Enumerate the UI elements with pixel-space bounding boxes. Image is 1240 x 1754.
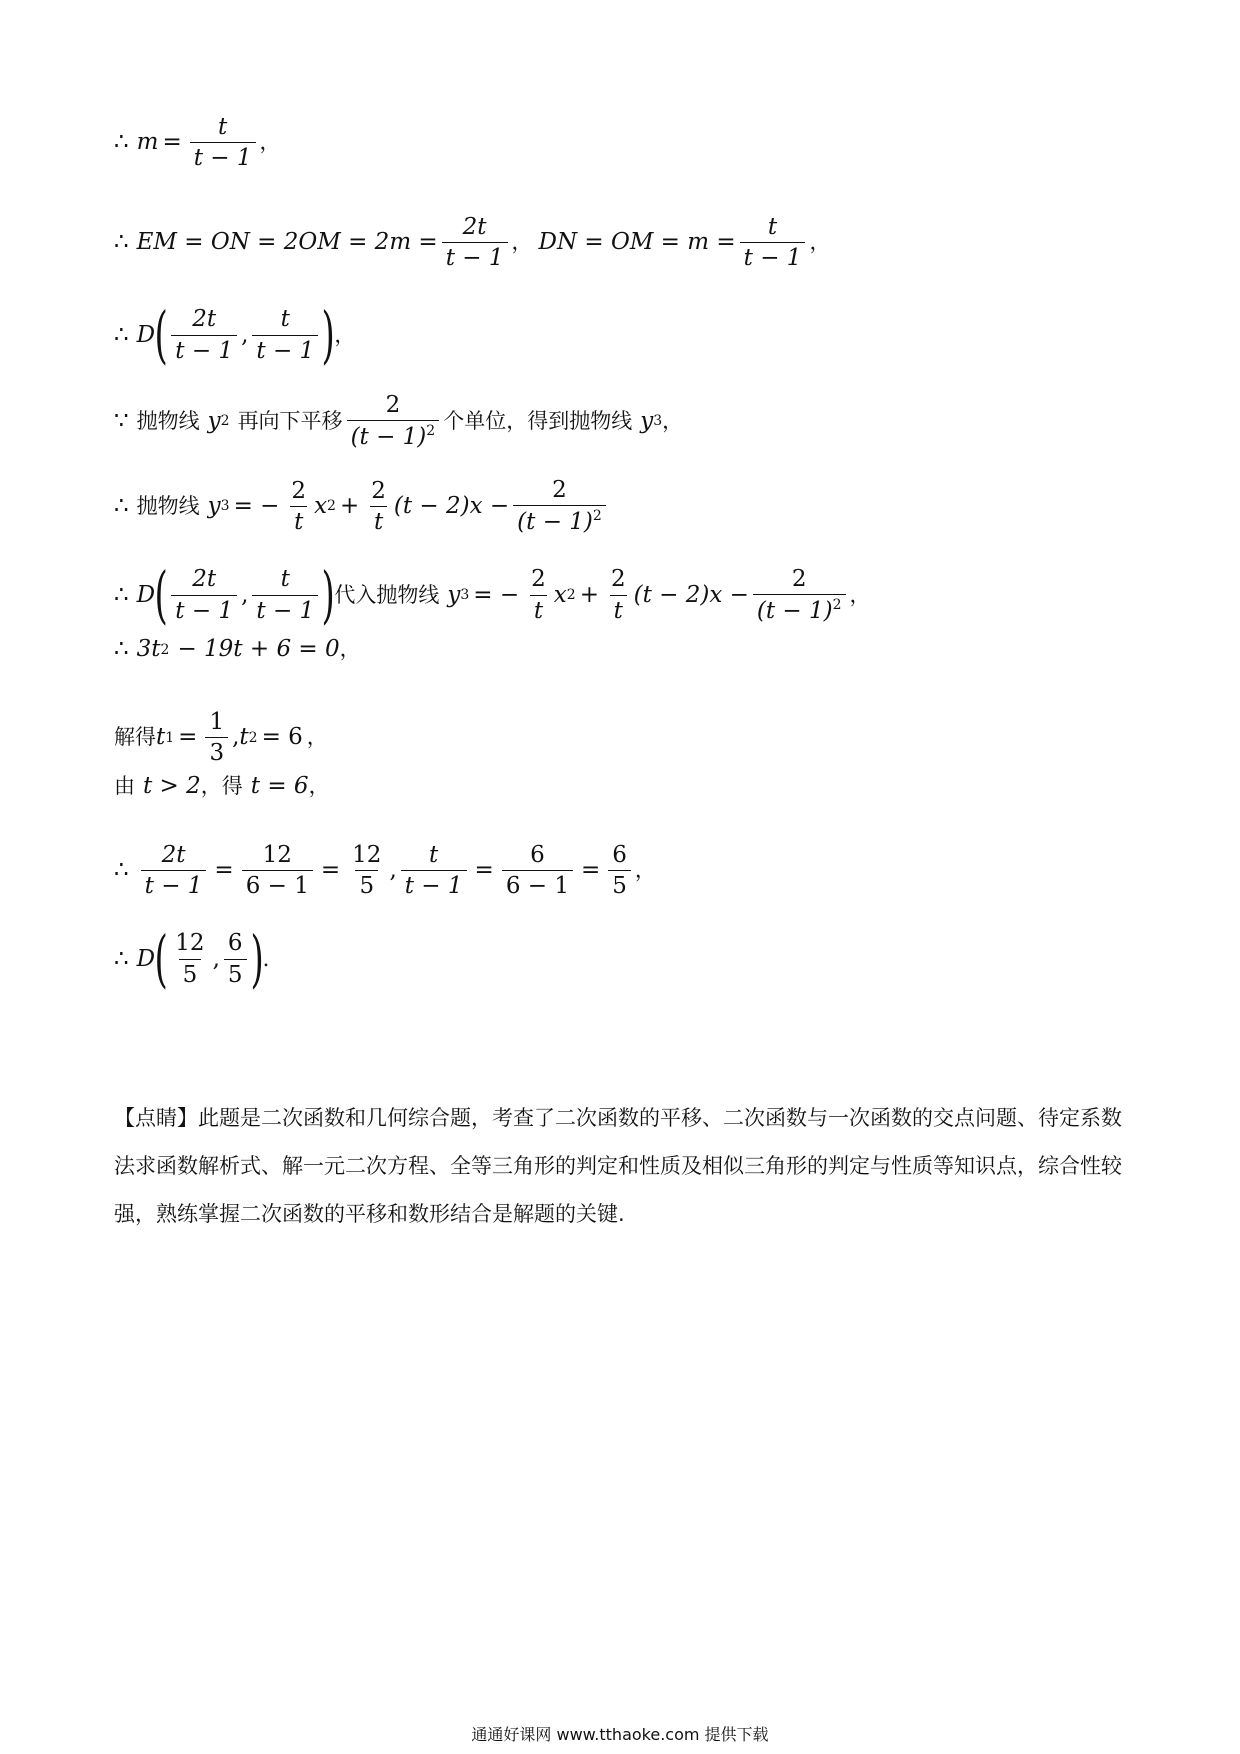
numerator: 2 bbox=[610, 566, 626, 593]
punctuation: ， bbox=[308, 774, 330, 798]
numerator: t bbox=[767, 214, 778, 240]
denominator: t − 1 bbox=[252, 595, 318, 623]
denominator: t − 1 bbox=[252, 335, 318, 363]
equals: = − bbox=[473, 581, 520, 608]
denominator-base: (t − 1) bbox=[756, 598, 833, 624]
superscript: 2 bbox=[592, 508, 602, 525]
numerator: 2 bbox=[371, 477, 386, 504]
subscript: 2 bbox=[248, 729, 258, 746]
text: 代入抛物线 bbox=[334, 582, 440, 607]
fraction bbox=[347, 393, 440, 449]
denominator bbox=[753, 594, 846, 623]
math-line-em bbox=[114, 215, 830, 270]
point-label: D bbox=[136, 945, 156, 972]
left-paren: ( bbox=[154, 298, 168, 371]
numerator: 12 bbox=[352, 842, 382, 868]
punctuation: ， bbox=[511, 230, 533, 255]
commentary-text: 此题是二次函数和几何综合题，考查了二次函数的平移、二次函数与一次函数的交点问题、待定系数法求函数解析式、解一元二次方程、全等三角形的判定和性质及相似三角形的判定与性质等知识点，综合性较强，熟练掌握二次函数的平移和数形结合是解题的关键. bbox=[114, 1106, 1122, 1226]
fraction bbox=[513, 478, 606, 534]
superscript: 2 bbox=[327, 498, 336, 515]
denominator: 5 bbox=[224, 959, 247, 987]
numerator: 2t bbox=[192, 306, 217, 333]
punctuation: ． bbox=[262, 946, 284, 971]
equals: = − bbox=[233, 492, 280, 519]
var-t: t bbox=[239, 724, 249, 751]
math-line-compute bbox=[114, 843, 656, 898]
text: 个单位，得到抛物线 bbox=[443, 408, 633, 433]
punctuation: ， bbox=[306, 725, 328, 750]
denominator bbox=[513, 505, 606, 534]
left-paren: ( bbox=[154, 922, 168, 995]
punctuation: ， bbox=[809, 230, 831, 255]
denominator bbox=[347, 420, 440, 449]
subscript: 3 bbox=[220, 498, 230, 515]
denominator: t bbox=[370, 506, 387, 534]
plus: + bbox=[579, 581, 599, 608]
therefore-symbol: ∴ bbox=[114, 321, 129, 348]
denominator: t − 1 bbox=[401, 870, 467, 898]
text: 解得 bbox=[114, 725, 156, 750]
left-paren: ( bbox=[154, 558, 168, 631]
denominator: 5 bbox=[179, 959, 202, 987]
var-t: t bbox=[156, 724, 166, 751]
var-x: x bbox=[553, 581, 567, 608]
numerator: 2t bbox=[192, 566, 217, 593]
var-y: y bbox=[640, 407, 654, 434]
comma: , bbox=[232, 724, 240, 751]
numerator: 2 bbox=[385, 392, 401, 418]
punctuation: ， bbox=[334, 322, 356, 347]
numerator: 2 bbox=[791, 565, 807, 592]
fraction bbox=[190, 115, 256, 170]
punctuation: ， bbox=[634, 858, 656, 883]
fraction bbox=[348, 843, 385, 898]
expression: − 19t + 6 = 0 bbox=[177, 636, 340, 662]
numerator: 6 bbox=[612, 842, 627, 868]
comma: , bbox=[241, 581, 249, 608]
plus: + bbox=[339, 492, 360, 519]
expression: (t − 2)x − bbox=[633, 581, 749, 608]
numerator: 2t bbox=[462, 214, 487, 240]
numerator: 6 bbox=[227, 930, 243, 957]
fraction bbox=[608, 843, 631, 898]
text: 由 bbox=[114, 774, 135, 798]
superscript: 2 bbox=[160, 641, 170, 658]
numerator: t bbox=[280, 306, 290, 333]
therefore-symbol: ∴ bbox=[114, 492, 129, 519]
denominator: 5 bbox=[608, 870, 631, 898]
subscript: 3 bbox=[653, 413, 663, 430]
numerator: 2 bbox=[291, 477, 307, 504]
therefore-symbol: ∴ bbox=[114, 229, 129, 256]
fraction bbox=[367, 479, 390, 534]
comma: , bbox=[241, 321, 249, 348]
right-paren: ) bbox=[321, 558, 335, 631]
math-line-equation bbox=[114, 638, 361, 661]
math-line-m bbox=[114, 115, 281, 170]
fraction bbox=[252, 307, 318, 362]
right-paren: ) bbox=[321, 298, 335, 371]
point-label: D bbox=[136, 581, 156, 608]
math-line-shift bbox=[114, 393, 683, 449]
subscript: 3 bbox=[460, 587, 470, 603]
fraction bbox=[171, 931, 208, 986]
page-footer: 通通好课网 www.tthaoke.com 提供下载 bbox=[471, 1725, 769, 1744]
numerator: 2 bbox=[531, 566, 546, 593]
commentary-label: 【点睛】 bbox=[114, 1106, 198, 1130]
fraction bbox=[607, 567, 630, 622]
equals: = bbox=[162, 129, 182, 156]
denominator: t − 1 bbox=[740, 242, 806, 270]
denominator: t − 1 bbox=[190, 142, 256, 170]
therefore-symbol: ∴ bbox=[114, 129, 129, 156]
therefore-symbol: ∴ bbox=[114, 945, 129, 972]
var-y: y bbox=[207, 492, 221, 519]
subscript: 1 bbox=[165, 729, 175, 746]
fraction bbox=[224, 931, 247, 986]
var-y: y bbox=[447, 581, 461, 608]
denominator: t − 1 bbox=[442, 242, 508, 270]
punctuation: ， bbox=[662, 408, 684, 433]
denominator: t − 1 bbox=[171, 595, 237, 623]
term: 3t bbox=[136, 636, 161, 662]
commentary-paragraph bbox=[114, 1094, 1124, 1238]
denominator: 6 − 1 bbox=[242, 870, 313, 898]
fraction bbox=[171, 567, 237, 622]
denominator: t − 1 bbox=[171, 335, 237, 363]
fraction bbox=[171, 307, 237, 362]
fraction bbox=[205, 710, 228, 765]
comma: , bbox=[389, 857, 397, 884]
fraction bbox=[287, 479, 310, 534]
numerator: t bbox=[218, 114, 228, 140]
numerator: 12 bbox=[262, 842, 292, 868]
expression: (t − 2)x − bbox=[393, 492, 510, 519]
expression: EM = ON = 2OM = 2m = bbox=[136, 229, 438, 256]
fraction bbox=[740, 215, 806, 270]
superscript: 2 bbox=[832, 597, 842, 613]
numerator: 6 bbox=[530, 842, 545, 868]
denominator: 3 bbox=[205, 737, 228, 765]
punctuation: ， bbox=[259, 130, 281, 155]
denominator: t bbox=[530, 595, 547, 623]
var-m: m bbox=[136, 129, 159, 156]
point-label: D bbox=[136, 321, 156, 348]
math-line-solutions bbox=[114, 710, 328, 765]
text: 抛物线 bbox=[136, 493, 200, 518]
equals: = bbox=[214, 857, 234, 884]
text: 抛物线 bbox=[136, 408, 200, 433]
superscript: 2 bbox=[566, 587, 576, 603]
math-line-y3 bbox=[114, 478, 610, 534]
subscript: 2 bbox=[220, 413, 230, 430]
fraction bbox=[401, 843, 467, 898]
expression: t > 2 bbox=[143, 773, 201, 799]
superscript: 2 bbox=[426, 423, 436, 440]
var-y: y bbox=[207, 407, 221, 434]
punctuation: ， bbox=[849, 582, 871, 607]
fraction bbox=[527, 567, 550, 622]
expression: DN = OM = m = bbox=[538, 229, 736, 256]
punctuation: ， bbox=[339, 637, 361, 661]
numerator: t bbox=[429, 842, 439, 868]
equals: = 6 bbox=[261, 724, 303, 751]
denominator: 5 bbox=[355, 870, 378, 898]
text: ，得 bbox=[200, 774, 243, 798]
expression: t = 6 bbox=[250, 773, 309, 799]
numerator: 2 bbox=[552, 477, 567, 503]
therefore-symbol: ∴ bbox=[114, 581, 129, 608]
var-x: x bbox=[314, 492, 328, 519]
numerator: 2t bbox=[161, 842, 186, 868]
because-symbol: ∵ bbox=[114, 407, 129, 434]
math-line-result bbox=[114, 922, 284, 995]
fraction bbox=[252, 567, 318, 622]
denominator: 6 − 1 bbox=[502, 870, 573, 898]
equals: = bbox=[474, 857, 494, 884]
comma: , bbox=[212, 945, 220, 972]
therefore-symbol: ∴ bbox=[114, 636, 129, 662]
right-paren: ) bbox=[249, 922, 264, 995]
denominator: t − 1 bbox=[141, 870, 207, 898]
fraction bbox=[141, 843, 207, 898]
equals: = bbox=[178, 724, 198, 751]
numerator: t bbox=[280, 566, 290, 593]
fraction bbox=[442, 215, 508, 270]
equals: = bbox=[580, 857, 601, 884]
fraction bbox=[242, 843, 313, 898]
math-line-condition bbox=[114, 775, 330, 798]
text: 再向下平移 bbox=[237, 408, 343, 433]
fraction bbox=[502, 843, 573, 898]
numerator: 1 bbox=[209, 709, 225, 735]
therefore-symbol: ∴ bbox=[114, 857, 129, 884]
denominator-base: (t − 1) bbox=[350, 424, 427, 451]
denominator: t bbox=[290, 506, 307, 534]
fraction bbox=[753, 567, 846, 623]
denominator: t bbox=[610, 595, 627, 623]
equals: = bbox=[320, 857, 341, 884]
math-line-point-d bbox=[114, 298, 356, 371]
numerator: 12 bbox=[175, 930, 205, 957]
denominator-base: (t − 1) bbox=[517, 509, 593, 536]
math-line-substitute bbox=[114, 558, 871, 631]
